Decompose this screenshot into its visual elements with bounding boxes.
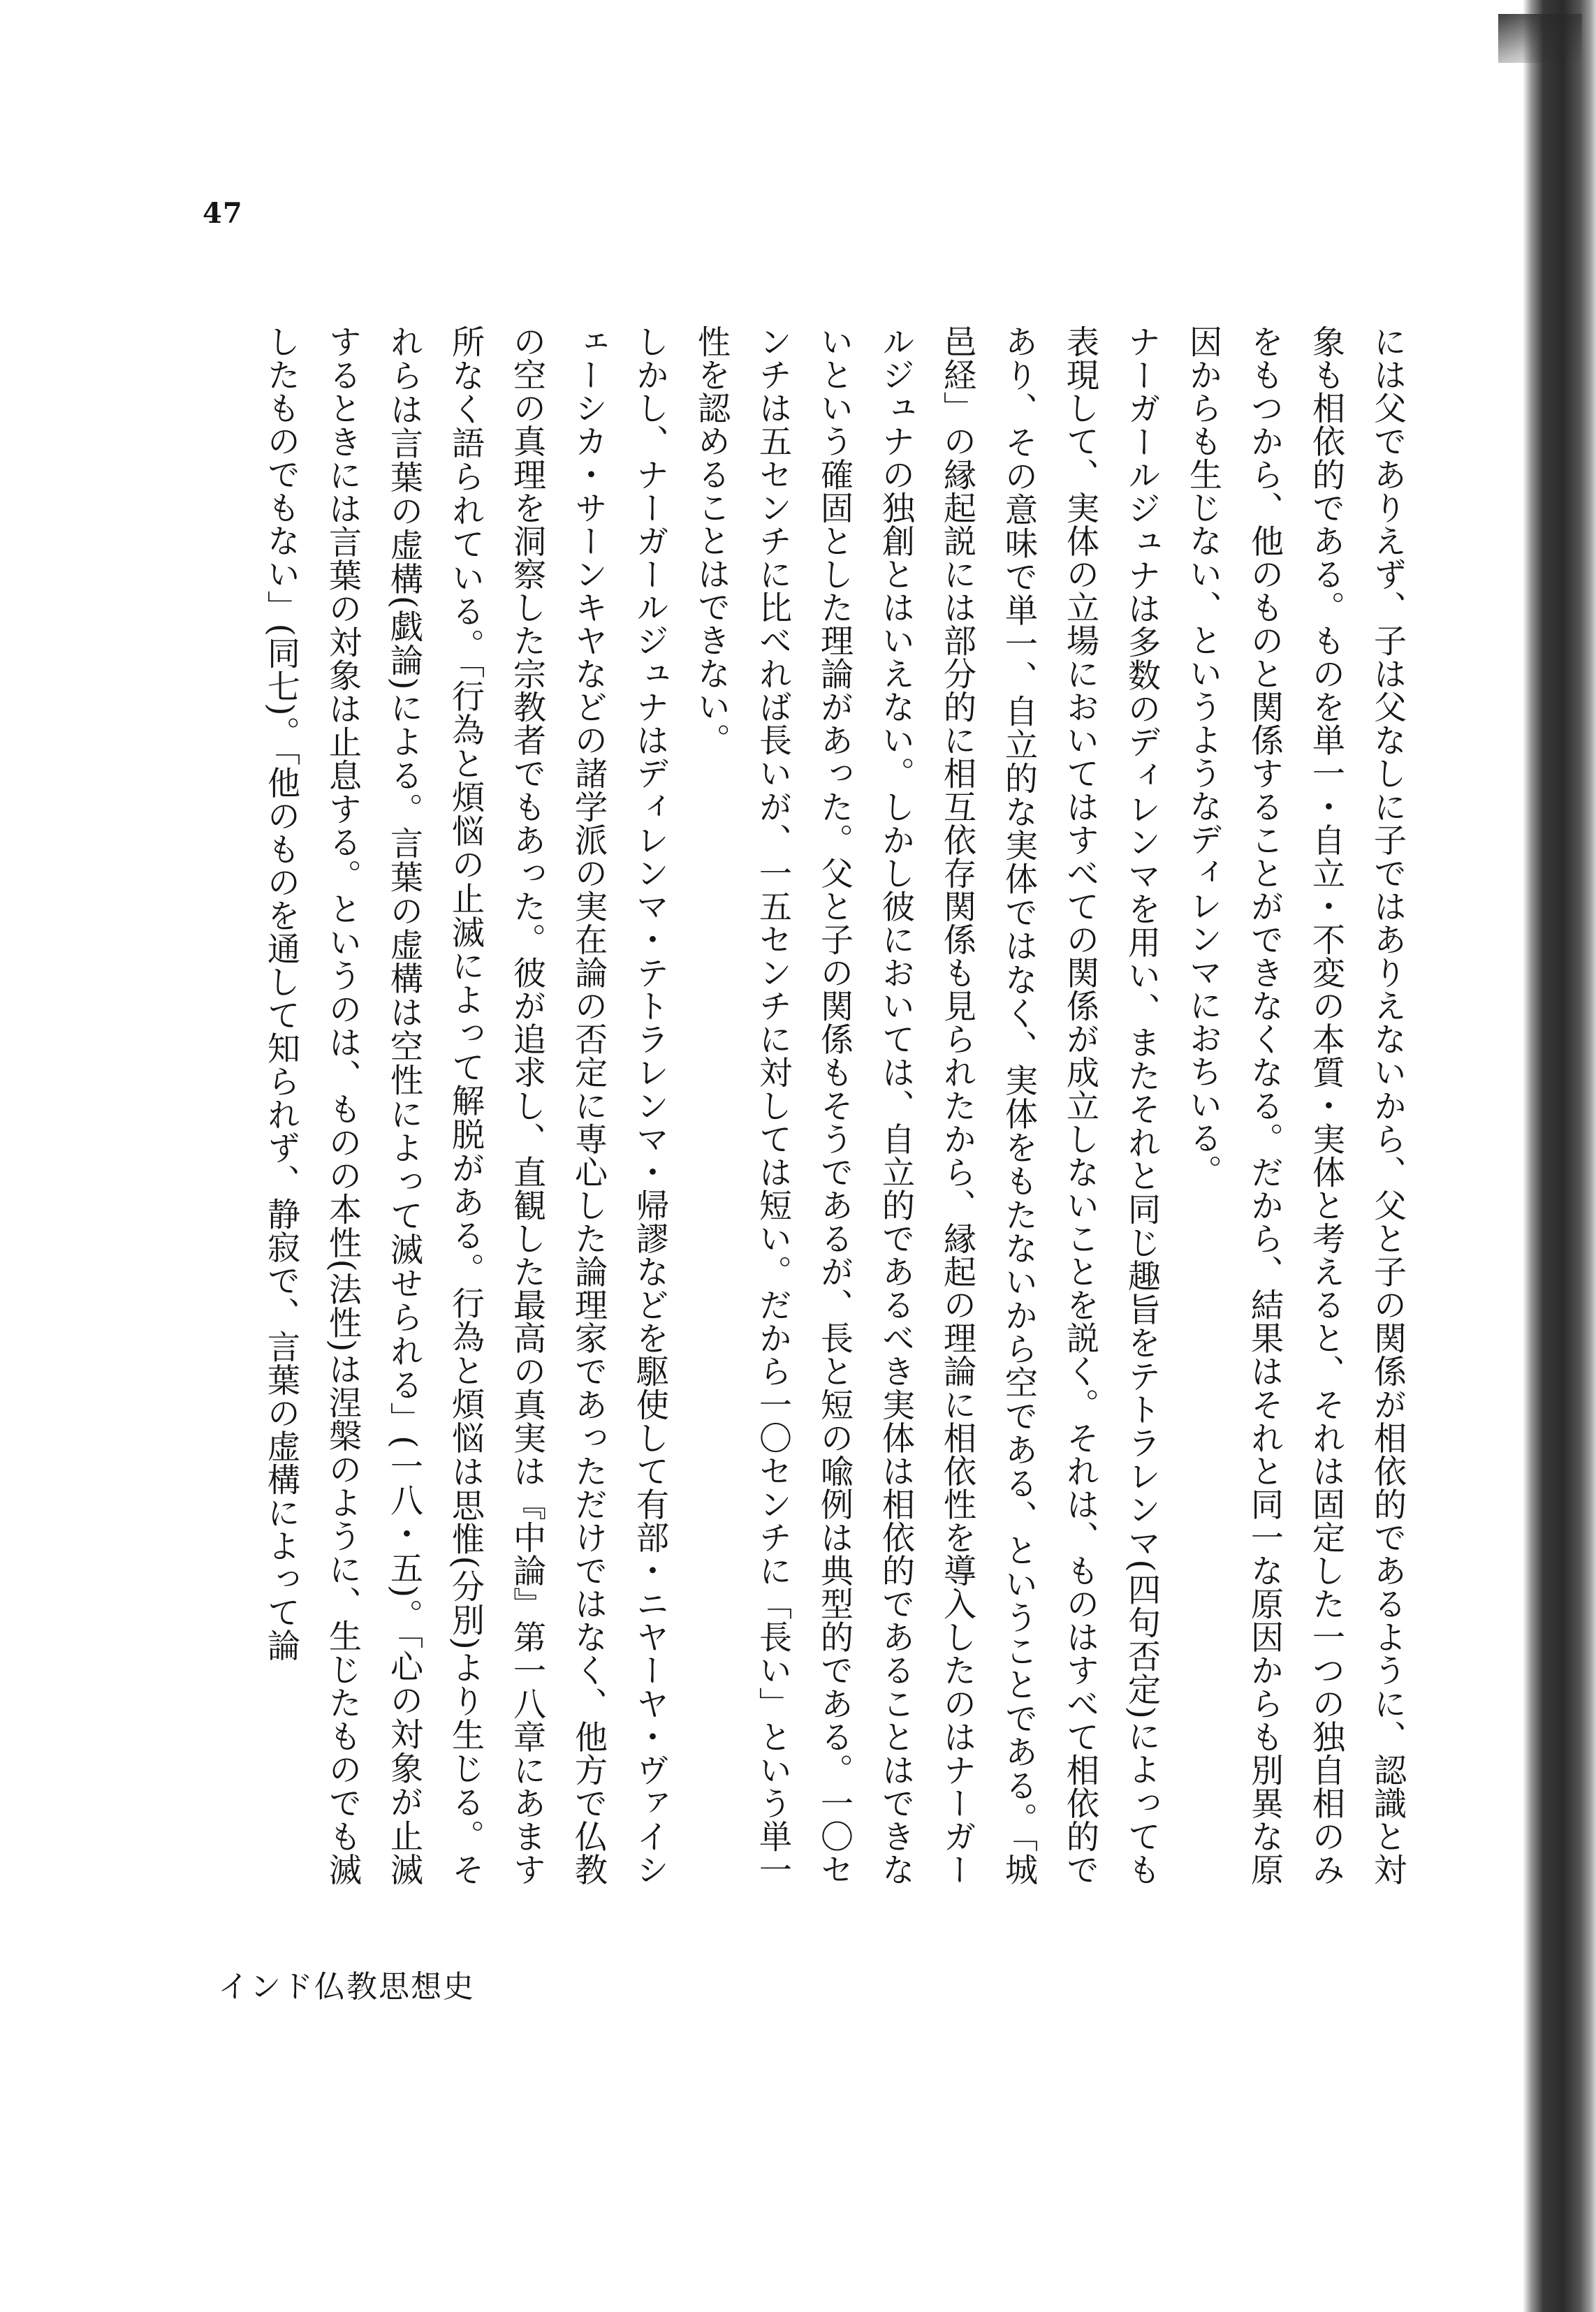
paragraph: ナーガールジュナは多数のディレンマを用い、またそれと同じ趣旨をテトラレンマ(四句否定)によっても表現して、実体の立場においてはすべての関係が成立しないことを説く。それは、ものはすべて相依的であり、その意味で単一、自立的な実体ではなく、実体をもたないから空である、ということである。「城邑経」の縁起説には部分的に相互依存関係も見られたから、縁起の理論に相依性を導入したのはナーガールジュナの独創とはいえない。しかし彼においては、自立的であるべき実体は相依的であることはできないという確固とした理論があった。父と子の関係もそうであるが、長と短の喩例は典型的である。一〇センチは五センチに比べれば長いが、一五センチに対しては短い。だから一〇センチに「長い」という単一性を認めることはできない。 (692, 325, 1161, 1886)
paragraph: には父でありえず、子は父なしに子ではありえないから、父と子の関係が相依的であるように、認識と対象も相依的である。ものを単一・自立・不変の本質・実体と考えると、それは固定した一つの独自相のみをもつから、他のものと関係することができなくなる。だから、結果はそれと同一な原因からも別異な原因からも生じない、というようなディレンマにおちいる。 (1184, 325, 1407, 1886)
running-footer: インド仏教思想史 (218, 1969, 475, 2005)
page-number: 47 (203, 197, 243, 230)
body-text (168, 325, 1418, 1886)
corner-shadow (1498, 14, 1582, 63)
binding-shadow (1523, 0, 1596, 2312)
paragraph: しかし、ナーガールジュナはディレンマ・テトラレンマ・帰謬などを駆使して有部・ニヤーヤ・ヴァイシェーシカ・サーンキヤなどの諸学派の実在論の否定に専心した論理家であっただけではなく、他方で仏教の空の真理を洞察した宗教者でもあった。彼が追求し、直観した最高の真実は『中論』第一八章にあます所なく語られている。「行為と煩悩の止滅によって解脱がある。行為と煩悩は思惟(分別)より生じる。それらは言葉の虚構(戯論)による。言葉の虚構は空性によって滅せられる」(一八・五)。「心の対象が止滅するときには言葉の対象は止息する。というのは、ものの本性(法性)は涅槃のように、生じたものでも滅したものでもない」(同七)。「他のものを通して知られず、静寂で、言葉の虚構によって論 (262, 325, 669, 1886)
